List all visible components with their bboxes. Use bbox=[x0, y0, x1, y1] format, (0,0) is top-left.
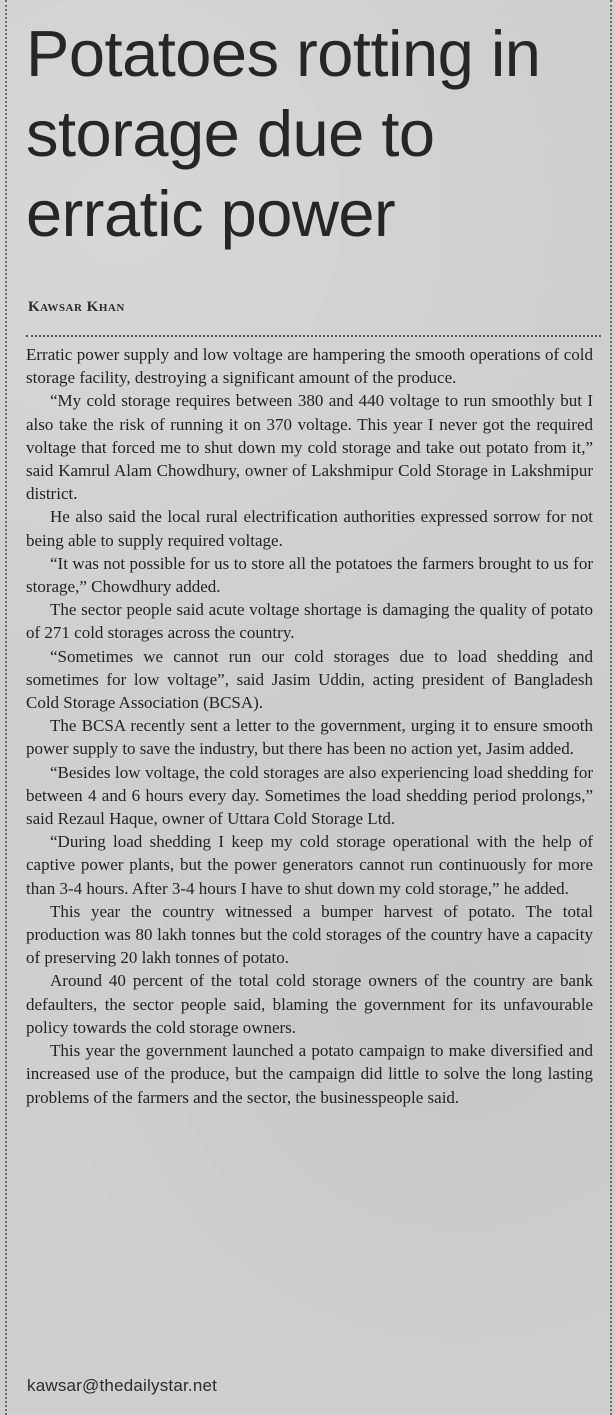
article-paragraph: “Besides low voltage, the cold storages are also experiencing load shedding for between 4 and 6 hours every day. Sometimes the load shedding period prolongs,” said Rezaul Haque, owner of Uttara Cold Storage Ltd. bbox=[26, 762, 593, 829]
article-paragraph: “During load shedding I keep my cold storage operational with the help of captive power plants, but the power generators cannot run continuously for more than 3-4 hours. After 3-4 hours I have to shut down my cold storage,” he added. bbox=[26, 832, 593, 898]
headline-line-1: Potatoes rotting in bbox=[26, 17, 541, 90]
headline-line-2: storage due to bbox=[26, 97, 435, 170]
article-paragraph: The sector people said acute voltage shortage is damaging the quality of potato of 271 cold storages across the country. bbox=[26, 600, 593, 643]
article-paragraph: Around 40 percent of the total cold storage owners of the country are bank defaulters, the sector people said, blaming the government for its unfavourable policy towards the cold storage owners. bbox=[26, 971, 593, 1037]
article-paragraph: This year the government launched a potato campaign to make diversified and increased use of the produce, but the campaign did little to solve the long lasting problems of the farmers and the sector, the businesspeople said. bbox=[26, 1041, 593, 1107]
article-paragraph: “It was not possible for us to store all the potatoes the farmers brought to us for storage,” Chowdhury added. bbox=[26, 553, 593, 597]
article-paragraph: “Sometimes we cannot run our cold storages due to load shedding and sometimes for low voltage”, said Jasim Uddin, acting president of Bangladesh Cold Storage Association (BCSA). bbox=[26, 646, 593, 713]
article-paragraph: The BCSA recently sent a letter to the government, urging it to ensure smooth power supply to save the industry, but there has been no action yet, Jasim added. bbox=[26, 716, 593, 759]
article-paragraph: This year the country witnessed a bumper harvest of potato. The total production was 80 lakh tonnes but the cold storages of the country have a capacity of preserving 20 lakh tonnes of potato. bbox=[26, 901, 593, 968]
article-paragraph: Erratic power supply and low voltage are hampering the smooth operations of cold storage facility, destroying a significant amount of the produce. bbox=[26, 345, 593, 388]
headline-line-3: erratic power bbox=[26, 177, 396, 250]
left-dotted-rule bbox=[5, 0, 7, 1415]
article-paragraph: “My cold storage requires between 380 and 440 voltage to run smoothly but I also take the risk of running it on 370 voltage. This year I never got the required voltage that forced me to shut down my cold storage and take out potato from it,” said Kamrul Alam Chowdhury, owner of Lakshmipur Cold Storage in Lakshmipur district. bbox=[26, 391, 593, 504]
byline-divider bbox=[26, 335, 601, 337]
headline bbox=[26, 14, 596, 254]
byline: Kawsar Khan bbox=[28, 299, 125, 315]
right-dotted-rule bbox=[610, 0, 612, 1415]
article-paragraph: He also said the local rural electrification authorities expressed sorrow for not being able to supply required voltage. bbox=[26, 507, 593, 550]
author-email: kawsar@thedailystar.net bbox=[27, 1376, 218, 1395]
article-body bbox=[26, 343, 593, 1109]
